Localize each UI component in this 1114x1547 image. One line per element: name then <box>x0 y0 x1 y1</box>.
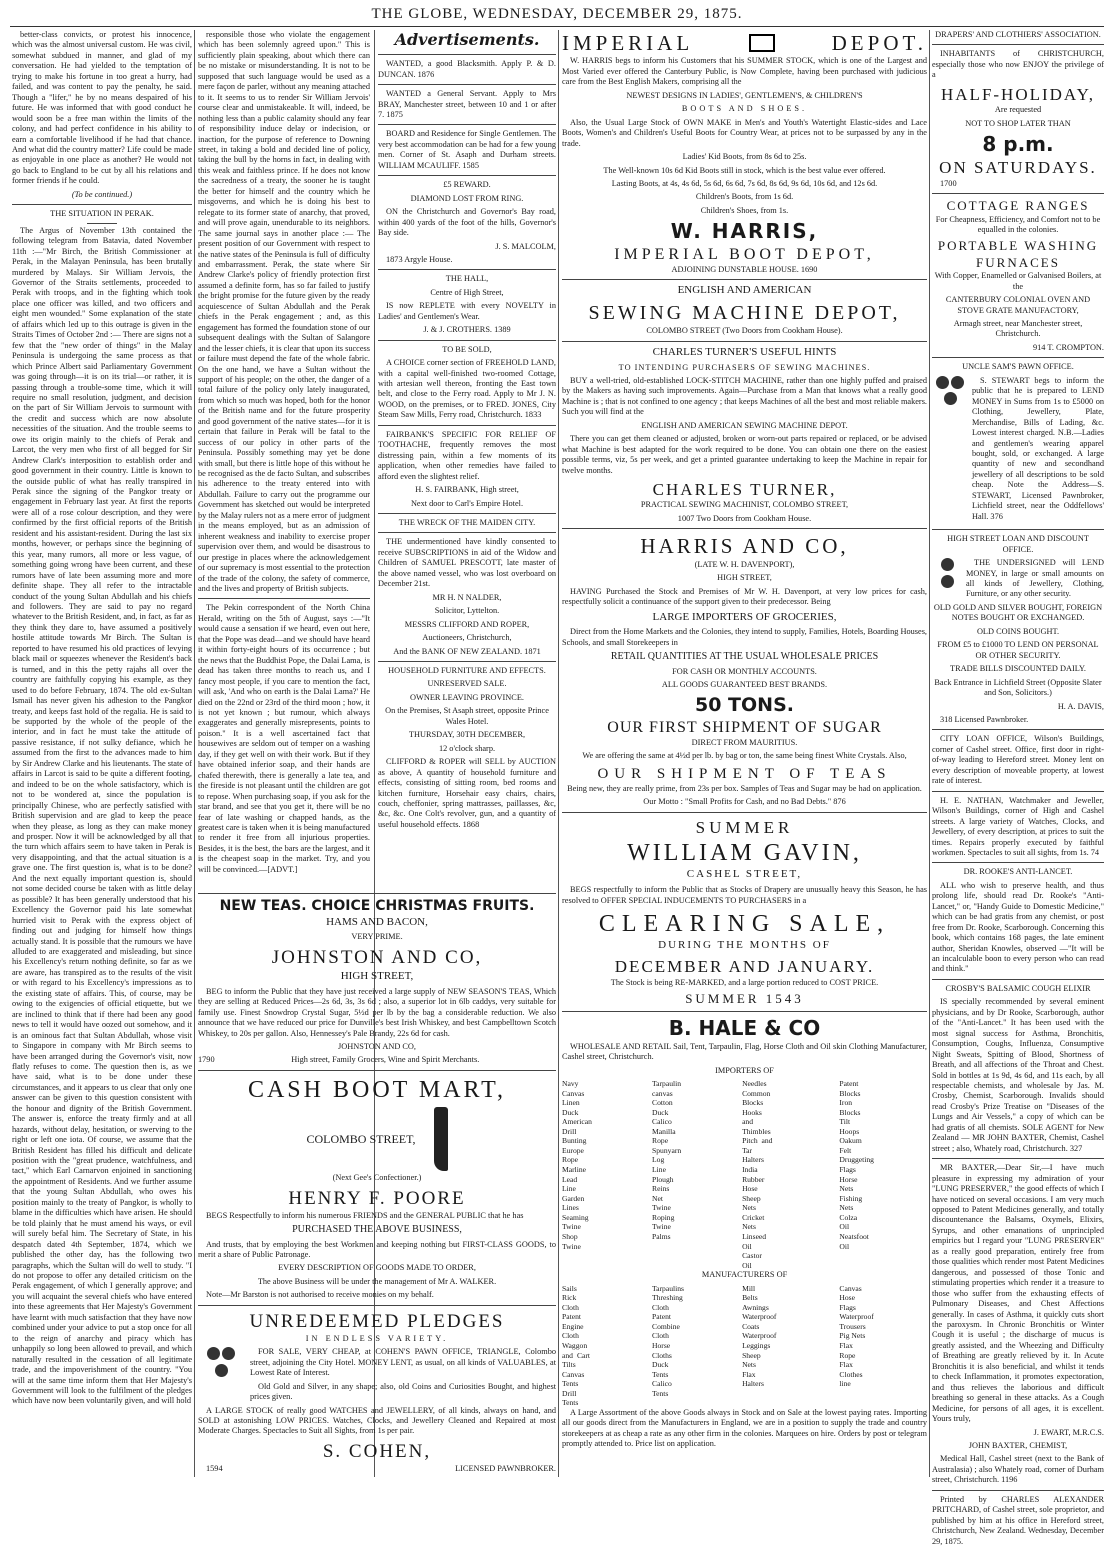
barston-note: Note—Mr Barston is not authorised to receive monies on my behalf. <box>206 1290 434 1300</box>
list-item: Calico Tents <box>652 1379 672 1398</box>
list-item: Duck Tents <box>652 1360 669 1379</box>
importers-col <box>652 1079 740 1270</box>
divider <box>378 84 556 85</box>
list-item: Manilla Rope <box>652 1126 676 1146</box>
column-4 <box>562 30 927 1481</box>
depot-heading: DEPOT. <box>831 31 927 55</box>
price-child-shoes: Children's Shoes, from 1s. <box>700 205 789 215</box>
half-holiday: HALF-HOLIDAY, <box>941 84 1095 104</box>
article-body: The Argus of November 13th contained the following telegram from Batavia, dated November 11th :—"Mr Birch, the British Commissioner at Perak, in the Malayan Peninsula, has been brutally murdered by Malays. Sir William Jervois, the Governor of the Straits settlements, proceeded to Perak with troops, and in the fighting which took place one officer was killed, and two officers and eight men wounded." Some explanation of the state of affairs which led up to this outrage is given in the Straits Times of October 2nd :— There are signs not a few that the "new order of things" in the Malay Peninsula is undergoing the same process as that which Prince Albert said Parliamentary Government was going through—it is on its trial—or rather, it is passing through a trouble-some time, which it will require no small resolution, judgment, and decision on the part of Sir William Jervois to surmount with the credit and success which are now absolute necessities of the situation. And the trouble seems to owe its origin mainly to the chiefs of Perak and Larcot, the very men who first of all begged for Sir Andrew Clark's interposition to establish order and good government in their country. Little is known to the outside public of what has really transpired in Perak since the signing of the Pangkor treaty or engagement in February last year. At first the reports were all of a rose colour description, and they were confirmed by the first official reports of the British resident and his assistant-resident. During the last six months, however, or perhaps since the beginning of this year, many rumors, all more or less vague, of something going wrong have been current, and these rumors have of late been assuming more and more definite shape. They all refer to the intractable conduct of the young Sultan Abdullah and his chiefs and followers. They are said to pay no regard whatever to the British Resident, and, in fact, as far as they think they dare to, have assumed a positively hostile attitude towards Mr Birch. The Sultan is reported to have resumed his old practices of levying black mail or squeezes whenever the Resident's back is turned, and in this the petty rajahs all over the country are faithfully copying his example, as they used to do before February, 1874. The old ex-Sultan Ismail has never given his adhesion to the Pangkor treaty, and keeps fast hold of the regalia. He is said to be supported by the whole of the people of the interior, and in fact he must take the attitude of passive resistance, if not sulky defiance, which he assumed from the first to the advances made to him by Sir Andrew Clarke and his lieutenants. The state of affairs in Larcot is said to be quite a different footing, and indeed to be on the whole satisfactory, which is not to be wondered at, since the population is principally Chinese, who are perfectly satisfied with British supervision and are glad to keep the peace when they please, as long as they can make money and prosper. Now it will be acknowledged by all that the turn which affairs seem to have taken in Perak is very disappointing, and that the actual situation is a grave one. The first question is, what is to be done? And the next equally important question is, should not some decided course be taken with as little delay as possible? It has been generally understood that his Excellency the Governor paid his late somewhat hurried visit to Perak with the express object of finding out and judging for himself how things actually stand. It is possible that the rumours we have alluded to are exaggerated and misleading, but since his Excellency's return nothing definite, so far as we are aware, has transpired as to the results of the visit or with regard to his Excellency's impressions as to the existing state of affairs. This, of course, may be owing to the exigencies of official etiquette, but we are inclined to think that if there had been any good news to tell it would have oozed out somehow, and it is an ominous fact that Sultan Abdullah, whose visit to Singapore in company with Mr Birch seems to have been arranged during the Governor's visit, now flatly refuses to come. The question then is, as we have said, what is to be done under these circumstances, and it appears to us clear that only one answer can be given to this question consistent with the honour and dignity of the British Government. The answer is, enforce the treaty firmly and at all hazards, without delay, hesitation, or swerving to the right or left one iota. Of course, we assume that the British Resident has filled his difficult and delicate position with the "great prudence, watchfulness, and tact," which Earl Carnarvon enjoined in sanctioning the appointment of Residents. And we further assume that the young Sultan Abdullah, who owes his position mainly to the treaty of Pangkor, is wholly to blame in the difficulties which have arisen. He should be told plainly that he must amend his ways, or evil will surely befal him. The Secretary of State, in his despatch dated 4th September, 1874, which we published the other day, has the following two paragraphs, which the Sultan will do well to study. "I do not propose to offer any detailed criticism on the Perak engagement, of which I generally approve; and you will acquaint the several chiefs who have entered into these agreements that Her Majesty's Government have learnt with much satisfaction that they have now combined under your advice to put a stop once for all to the reign of anarchy and piracy which has unhappily so long been allowed to prevail, and which naturally resulted in the cessation of all legitimate trade, and the impoverishment of the country. "You will at the same time inform them that Her Majesty's Government will look to the fulfilment of the pledges which have now been voluntarily given, and will hold <box>12 225 192 1406</box>
sugar-heading: OUR FIRST SHIPMENT OF SUGAR <box>607 718 882 736</box>
sale-body: A CHOICE corner section of FREEHOLD LAND, with a capital well-finished two-roomed Cottage, with artesian well thereon, fronting the East town belt, and close to the Ferry road. Apply to Mr J. N. WOOD, on the premises, or to FRED. JONES, City Steam Saw Mills, Ferry road, Christchurch. 1833 <box>378 358 556 420</box>
list-item: Plough Reins <box>652 1174 674 1194</box>
list-item: Pig Nets <box>839 1331 866 1341</box>
diamond-heading: DIAMOND LOST FROM RING. <box>410 193 524 203</box>
baxter-letter: MR BAXTER,—Dear Sir,—I have much pleasure in expressing my admiration of your "LUNG PRESERVER," the good effects of which I have noticed on several occasions. I am very much opposed to Patent Medicines generally, and totally discountenance the Balsams, Oxymels, Elixirs, Syrups, and other emanations of unprincipled empirics but I regard your "LUNG PRESERVER" as a really good preparation, entirely free from those qualities which render most Patent Medicines dangerous, and possessed of those Tonic and stimulating properties which render it a treasure to those who suffer from the exhausting effects of Pulmonary Diseases, and Chest Affections generally. In cases of Asthma, it quickly cuts short the paroxysm. In Chronic Bronchitis or Winter Cough it is useful ; the discharge of mucus is greatly assisted, and the Wheezing and Difficulty of Breathing are greatly relieved by it. In Acute Bronchitis it is also beneficial, and whilst it tends to check Inflammation, it promotes expectoration, and thus relieves the laborious and difficult breathing so general in these attacks. As a Cough Medicine, for persons of all ages, it is excellent. Yours truly, <box>932 1163 1104 1424</box>
list-item: Spunyarn <box>652 1145 682 1155</box>
purchased-heading: PURCHASED THE ABOVE BUSINESS, <box>292 1223 462 1235</box>
furnace-body: With Copper, Enamelled or Galvanised Boilers, at the <box>934 271 1102 291</box>
unreserved-heading: UNRESERVED SALE. <box>427 679 507 689</box>
list-item: Fishing Nets <box>839 1193 863 1213</box>
harris-name: W. HARRIS, <box>670 219 819 244</box>
harris-body-2: Also, the Usual Large Stock of OWN MAKE in Men's and Youth's Watertight Elastic-sides and Lace Boots, Women's and Children's Useful Boots for Country Wear, at prices not to be surpassed by any in the trade. <box>562 117 927 148</box>
list-item: Castor Oil <box>742 1251 762 1270</box>
turner-heading: CHARLES TURNER'S USEFUL HINTS <box>652 345 837 358</box>
cohen-body-3: A LARGE STOCK of really good WATCHES and JEWELLERY, of all kinds, always on hand, and SOLD at astonishing LOW PRICES. Watches, Clocks, and Jewellery Cleaned and Repaired at most Moderate Charges. Spectacles to Suit all Sights, from 1s per pair. <box>198 1405 556 1436</box>
ad-number: 1790 <box>198 1055 215 1065</box>
column-divider <box>558 30 559 1477</box>
list-item: Tarpaulins <box>652 1283 684 1293</box>
city-loan-body: CITY LOAN OFFICE, Wilson's Buildings, corner of Cashel street. Office, first door in right-of-way leading to Hereford street. Money lent on every description of moveable property, at lowest rate of interest. <box>932 734 1104 786</box>
list-item: Flax Halters <box>742 1369 764 1389</box>
ad-number: 1700 <box>940 178 957 188</box>
article-body-continued: responsible those who violate the engagement which has been solemnly agreed upon." This is sufficiently plain speaking, about which there can be no mistake or misunderstanding. It is not to be supposed that such language would be used as a mere façon de parler, without any meaning attached to it. It seems to us to render Sir William Jervois' course clear and unmistakeable. It will, indeed, be nothing less than a public calamity should any fear of responsibility induce delay or indecision, or inaction, for the purpose of reference to Downing street, in taking a bold and decided line of policy, taking the bull by the horns in fact, in dealing with this weak and faithless prince. If he does not know the sacredness of a treaty, the sooner he is taught the better for himself and the country which he misgoverns, and which he is doing his best to relegate to its former state of anarchy, that proved, and will prove again, unendurable to its neighbors. The same journal says in another place :— The present position of our Government with respect to the native states of the Peninsula is full of difficulty and embarrassment. Perak, the state where Sir Andrew Clarke's policy of friendly protection first assumed a definite form, has so far failed to justify the bright promise for the future given by the ready acquiescence of Sultan Abdullah and the Perak chiefs in the Perak engagement ; and, as this engagement has formed the foundation stone of our subsequent dealings with the Sultan of Salangore and the lesser chiefs, it is clear that upon its success or failure must depend the fate of the whole fabric. On the one hand, we have a Sultan without the support of his people; on the other, the danger of a total failure of the policy only lately inaugurated, from which so much was hoped, both for the honor of the British name and for the future prosperity and good government of the native states—for it is certain that failure in Perak will be fatal to the success of our policy in other parts of the Peninsula. Possibly something may yet be done with small, but there is little hope of this without he be recognised as the de facto Sultan, and subscribes his adherence to the treaty entered into with Abdullah. Failure to carry out the programme our Government has sketched out would be interpreted by the Malay rulers not as a mere error of judgment in the means employed, but as an admission of inherent weakness and inability to exercise proper supervision over them, and would be disastrous to our prestige in places where the acknowledgement of our supremacy is most essential to the protection of the trade of the colony, the safety of commerce, and the lives and property of British subjects. <box>198 30 370 594</box>
goods-line: ALL GOODS GUARANTEED BEST BRANDS. <box>661 680 828 690</box>
price-kid: Ladies' Kid Boots, from 8s 6d to 25s. <box>682 152 807 162</box>
list-item: Felt Druggeting <box>839 1145 874 1165</box>
fairbank-ad: FAIRBANK'S SPECIFIC FOR RELIEF OF TOOTHACHE, frequently removes the most distressing pain, within a few moments of its application, when other remedies have failed to afford even the slightest relief. <box>378 429 556 481</box>
list-item: Waterproof Coats <box>742 1312 777 1331</box>
gold-line: OLD GOLD AND SILVER BOUGHT, FOREIGN NOTES BOUGHT OR EXCHANGED. <box>933 602 1103 623</box>
divider <box>932 979 1104 980</box>
list-item: Common Blocks <box>742 1088 771 1108</box>
list-item: Calico <box>652 1117 672 1127</box>
ad-servant: WANTED a General Servant. Apply to Mrs BRAY, Manchester street, between 10 and 1 or after 7. 1875 <box>378 89 556 119</box>
divider <box>562 528 927 529</box>
list-item: Garden Lines <box>562 1193 585 1213</box>
masthead-rule <box>10 26 1104 27</box>
poore-heading: HENRY F. POORE <box>288 1187 466 1209</box>
new-teas-heading: NEW TEAS. CHOICE CHRISTMAS FRUITS. <box>219 898 535 914</box>
poore-body-2: And trusts, that by employing the best Workmen and keeping nothing but FIRST-CLASS GOODS, to merit a share of Public Patronage. <box>198 1239 556 1260</box>
article-headline: THE SITUATION IN PERAK. <box>50 209 154 219</box>
teas-heading: OUR SHIPMENT OF TEAS <box>597 765 892 782</box>
list-item: Canvas Hose <box>839 1283 862 1303</box>
cash-boot-heading: CASH BOOT MART, <box>247 1076 507 1103</box>
cohen-body: FOR SALE, VERY CHEAP, at COHEN'S PAWN OFFICE, TRIANGLE, Colombo street, adjoining the City Hotel. MONEY LENT, as usual, on all kinds of VALUABLES, at Lowest Rate of Interest. <box>250 1347 556 1378</box>
wreck-body: THE undermentioned have kindly consented to receive SUBSCRIPTIONS in aid of the Widow and Children of SAMUEL PRESCOTT, late master of the above named vessel, who was lost overboard on December 21st. <box>378 537 556 589</box>
sewing-depot-heading: SEWING MACHINE DEPOT, <box>588 302 901 324</box>
cohen-license <box>198 1464 556 1474</box>
divider <box>378 661 556 662</box>
bhale-heading: B. HALE & CO <box>668 1016 821 1041</box>
turner-address: 1007 Two Doors from Cookham House. <box>677 513 812 523</box>
divider <box>198 1305 556 1306</box>
imprint: Printed by CHARLES ALEXANDER PRITCHARD, of Cashel street, sole proprietor, and published by him at his office in Hereford street, Christchurch, New Zealand. Wednesday, December 29, 1875. <box>932 1494 1104 1546</box>
article-dalai-lama: The Pekin correspondent of the North China Herald, writing on the 5th of August, says :—"It would cause a sensation if we heard, even out here, that the Pope was dead—and we should have heard it within forty-eight hours of its occurrence ; but the news that the Buddhist Pope, the Dalai Lama, is dead has taken three months to reach us, and I fancy most people, if you care to mention the fact, will ask, 'And who on earth is the Dalai Lama?' He died on the 22nd or 23rd of the third moon ; how, it is not yet known ; but rumour, which always exaggerates and generally misrepresents, points to poison." It is a well ascertained fact that housewives are seldom out of temper on a washing day, if they get well on with their work. But if they have obtained inferior soap, and their hands are chafed therewith, there is generally a late tea, and the fireside is not pleasant until the children are got to repose. When purchasing soap, if you ask for the star brand, and see that you get it, there will be no fear of late washing or chapped hands, as the greatest care is taken when it is being manufactured to render it free from all injurious properties. Besides, it is the best, the bars are the largest, and it is the cheapest soap in the market. Try, and you will be convinced.—[ADVT.] <box>198 603 370 874</box>
list-item: Sheep Nets <box>742 1193 761 1213</box>
every-description-line: EVERY DESCRIPTION OF GOODS MADE TO ORDER, <box>278 1263 476 1273</box>
retail-line: RETAIL QUANTITIES AT THE USUAL WHOLESALE PRICES <box>610 651 879 663</box>
price-well: The Well-known 10s 6d Kid Boots still in stock, which is the best value ever offered. <box>603 165 886 175</box>
crosby-body: IS specially recommended by several eminent physicians, and by Dr Rooke, Scarborough, author of the "Anti-Lancet." It has been used with the most signal success for Asthma, Bronchitis, Consumption, Coughs, Influenza, Consumptive Night Sweats, Spitting of Blood, Shortness of Breath, and all affections of the Throat and Chest. Sold in bottles at 1s 9d, 4s 6d, and 11s each, by all respectable chemists, and wholesale by Jas. M. Crosby, Chemist, Scarborough. Invalids should read Crosby's Prize Treatise on "Diseases of the Lungs and Air Vessels," a copy of which can be had gratis of all chemists. SOLE AGENT for New Zealand — MR JOHN BAXTER, Chemist, Cashel street ; also, Whately road, Christchurch. 327 <box>932 997 1104 1153</box>
column-1 <box>12 30 192 1481</box>
johnston-signature: JOHNSTON AND CO, <box>338 1042 416 1051</box>
fifty-tons-heading: 50 TONS. <box>695 693 794 716</box>
pawn-balls-icon <box>932 376 968 525</box>
cohen-license-text: LICENSED PAWNBROKER. <box>455 1463 556 1473</box>
clearing-heading: CLEARING SALE, <box>598 911 891 938</box>
divider <box>562 812 927 813</box>
masthead: THE GLOBE, WEDNESDAY, DECEMBER 29, 1875. <box>371 6 743 22</box>
divider <box>198 598 370 599</box>
colombo-line: COLOMBO STREET (Two Doors from Cookham House). <box>646 326 843 336</box>
list-item: Iron Blocks <box>839 1098 861 1117</box>
column-5 <box>932 30 1104 1546</box>
list-item: Horse Cloths <box>652 1341 672 1360</box>
list-item: Sails <box>562 1283 577 1293</box>
wreck-line: And the BANK OF NEW ZEALAND. 1871 <box>393 646 541 656</box>
wreck-heading: THE WRECK OF THE MAIDEN CITY. <box>398 518 536 528</box>
eight-pm: 8 p.m. <box>982 132 1054 157</box>
list-item: Navy Canvas <box>562 1078 585 1098</box>
crosby-heading: CROSBY'S BALSAMIC COUGH ELIXIR <box>945 983 1091 993</box>
hall-signature: J. & J. CROTHERS. 1389 <box>423 325 511 335</box>
column-3 <box>378 30 556 888</box>
drapers-heading: DRAPERS' AND CLOTHIERS' ASSOCIATION. <box>935 30 1101 39</box>
ad-blacksmith: WANTED, a good Blacksmith. Apply P. & D. DUNCAN. 1876 <box>378 59 556 79</box>
fairbank-signature: H. S. FAIRBANK, High street, <box>415 485 519 495</box>
list-item: Threshing Cloth <box>652 1293 683 1312</box>
ad-diamond-signature: J. S. MALCOLM, <box>495 241 556 251</box>
turner-body-2: There you can get them cleaned or adjusted, broken or worn-out parts repaired or replaced, or be advised what Machine is best adapted for the work required to be done. You can obtain one there on the easiest possible terms, viz, 5s per week, and get a printed guarantee undertaking to keep the Machine in repair for twelve months. <box>562 434 927 475</box>
list-item: Flax Clothes line <box>839 1360 863 1389</box>
during-line: DURING THE MONTHS OF <box>658 939 831 952</box>
list-item: Awnings <box>742 1302 769 1312</box>
summer-2: SUMMER 1543 <box>685 991 804 1007</box>
gavin-body: BEGS respectfully to inform the Public that as Stocks of Drapery are unusually heavy this Season, he has resolved to OFFER SPECIAL INDUCEMENTS TO PURCHASERS in a <box>562 885 927 905</box>
premises-line: On the Premises, St Asaph street, opposite Prince Wales Hotel. <box>385 706 549 726</box>
manufacturers-of: MANUFACTURERS OF <box>701 1270 788 1280</box>
wreck-line: Auctioneers, Christchurch, <box>422 633 512 643</box>
list-item: Patent Blocks <box>839 1078 861 1098</box>
harris-body: W. HARRIS begs to inform his Customers that his SUMMER STOCK, which is one of the Largest and Most Varied ever offered the Canterbury Public, is Now Complete, having been purchased with judicious care from the Best English Makers, comprising all the <box>562 56 927 87</box>
list-item: Halters <box>742 1155 764 1165</box>
serial-story-text: better-class convicts, or protest his innocence, which was the almost universal custom. He was civil, somewhat subdued in manner, and glad of my conversation. He had yielded to the temptation of trying to make his fortune in too great a hurry, had failed, and was content to pay the penalty, he said. Though a "lifer," he by no means despaired of his future. He was informed that with good conduct he would soon be a free man within the limits of the colony, and had perfect confidence in his ability to earn a comfortable livelihood if he had that chance. And what did the country matter? Life could be made as enjoyable in one place as another? He would not go back to England to be cut by all his relations and former friends if he could. <box>12 30 192 186</box>
list-item: Net Twine <box>652 1193 671 1213</box>
divider <box>932 862 1104 863</box>
reward-heading: £5 REWARD. <box>443 180 491 190</box>
list-item: Waterproof Trousers <box>839 1312 874 1331</box>
high-street-line: HIGH STREET, <box>340 969 414 982</box>
bhale-body: WHOLESALE AND RETAIL Sail, Tent, Tarpaulin, Flag, Horse Cloth and Oil skin Clothing Manufacturer, Cashel street, Christchurch. <box>562 1041 927 1062</box>
from-line: FROM £5 to £1000 TO LEND ON PERSONAL OR OTHER SECURITY. <box>937 640 1099 660</box>
divider <box>378 532 556 533</box>
divider <box>378 513 556 514</box>
list-item: Cotton Duck <box>652 1098 673 1117</box>
list-item: American Drill <box>562 1117 592 1136</box>
list-item: Horse Nets <box>839 1174 858 1194</box>
back-line: Back Entrance in Lichfield Street (Opposite Slater and Son, Solicitors.) <box>934 677 1102 698</box>
list-item: Neatsfoot Oil <box>839 1231 869 1251</box>
price-lasting: Lasting Boots, at 4s, 4s 6d, 5s 6d, 6s 6d, 7s 6d, 8s 6d, 9s 6d, 10s 6d, and 12s 6d. <box>611 178 878 188</box>
manufacturers-col <box>652 1284 740 1408</box>
mauritius-line: DIRECT FROM MAURITIUS. <box>691 737 798 747</box>
johnston-heading: JOHNSTON AND CO, <box>271 946 483 968</box>
manufacturers-col <box>839 1284 927 1408</box>
next-door-line: (Next Gee's Confectioner.) <box>332 1173 422 1183</box>
turner-title: PRACTICAL SEWING MACHINIST, COLOMBO STREET, <box>640 500 849 510</box>
pawn-balls-icon <box>198 1347 244 1405</box>
nathan-body: H. E. NATHAN, Watchmaker and Jeweller, Wilson's Buildings, corner of High and Cashel streets. A large variety of Watches, Clocks, and Jewellery, of every description, at prices to suit the times. Repairs properly executed by faithful workmen. Spectacles to suit all sights, from 1s. 74 <box>932 795 1104 857</box>
wreck-line: MR H. N NALDER, <box>432 592 502 602</box>
trade-line: TRADE BILLS DISCOUNTED DAILY. <box>950 664 1086 674</box>
list-item: Waggon and Cart Tilts <box>562 1341 591 1370</box>
direct-line: Direct from the Home Markets and the Colonies, they intend to supply, Families, Hotels, Boarding Houses, Schools, and small Storekeepers in <box>562 627 927 647</box>
divider <box>932 1490 1104 1491</box>
continued-note: (To be continued.) <box>71 189 133 199</box>
cashel-line: CASHEL STREET, <box>686 868 803 881</box>
list-item: Patent Engine Cloth <box>562 1312 584 1341</box>
boot-depot-heading: IMPERIAL BOOT DEPOT, <box>614 245 875 263</box>
list-item: Cricket Nets <box>742 1212 765 1232</box>
list-item: Canvas Tents <box>562 1369 585 1389</box>
late-line: (LATE W. H. DAVENPORT), <box>694 559 795 569</box>
fairbank-address: Next door to Carl's Empire Hotel. <box>410 498 524 508</box>
divider <box>932 529 1104 530</box>
teas-body: Being new, they are really prime, from 23s per box. Samples of Teas and Sugar may be had on application. <box>567 783 922 793</box>
saturdays: ON SATURDAYS. <box>939 158 1097 178</box>
importers-list <box>562 1079 927 1270</box>
advertisements-heading: Advertisements. <box>394 30 540 49</box>
summer-heading: SUMMER <box>695 817 794 837</box>
rooke-heading: DR. ROOKE'S ANTI-LANCET. <box>963 867 1073 877</box>
wreck-line: Solicitor, Lyttelton. <box>434 606 500 616</box>
coins-line: OLD COINS BOUGHT. <box>976 626 1060 636</box>
column-divider <box>194 30 195 1477</box>
divider <box>932 357 1104 358</box>
list-item: Linseed Oil <box>742 1231 767 1251</box>
price-child-boots: Children's Boots, from 1s 6d. <box>695 192 794 202</box>
ad-diamond-footer: 1873 Argyle House. <box>386 254 453 264</box>
divider <box>12 204 192 205</box>
johnston-body: BEG to inform the Public that they have just received a large supply of NEW SEASON'S TEAS, Which they are selling at Reduced Prices—2s 6d, 3s, 3s 6d ; also, a superior lot in 6lb caddys, very suitable for family use. Finest Snowdrop Crystal Sugar, 5½d per lb by the bag a considerable reduction. We also announce that we have reduced our price for Dunville's best Irish Whiskey, and best Campbelltown Scotch Whiskey, to 20s per gallon. Also, Hennessey's Pale Brandy, 22s 6d for cash. <box>198 986 556 1038</box>
walker-line: The above Business will be under the management of Mr A. WALKER. <box>257 1276 497 1286</box>
adjoining-line: ADJOINING DUNSTABLE HOUSE. 1690 <box>671 264 818 274</box>
davis-name: H. A. DAVIS, <box>1057 701 1104 711</box>
list-item: Waterproof Leggings <box>742 1331 777 1351</box>
list-item: Roping Twine <box>652 1212 675 1232</box>
importers-col <box>562 1079 650 1270</box>
divider <box>932 44 1104 45</box>
endless-variety-line: IN ENDLESS VARIETY. <box>305 1333 449 1343</box>
turner-name: CHARLES TURNER, <box>652 480 837 500</box>
imperial-heading: IMPERIAL <box>562 31 694 55</box>
wide-ad-block <box>198 893 556 1481</box>
auction-body: CLIFFORD & ROPER will SELL by AUCTION as above, A quantity of household furniture and effects, consisting of sitting room, bed rooms and kitchen furniture, Horsehair easy chairs, chairs, couch, cheffonier, spring mattrasses, paillasses, &c, &c, &c. One Colt's revolver, gun, and a quantity of useful household effects. 1868 <box>378 757 556 829</box>
english-american: ENGLISH AND AMERICAN <box>677 284 812 297</box>
list-item: Colza Oil <box>839 1212 858 1232</box>
list-item: Flax Rope <box>839 1341 856 1360</box>
cottage-heading: COTTAGE RANGES <box>946 198 1090 214</box>
harris-co-body: HAVING Purchased the Stock and Premises of Mr W. H. Davenport, at very low prices for cash, respectfully solicit a continuance of the support given to their predecessor. Being <box>562 586 927 607</box>
list-item: Tarpaulin canvas <box>652 1078 682 1098</box>
washing-heading: PORTABLE WASHING FURNACES <box>937 238 1099 270</box>
requested-line: Are requested <box>994 105 1042 115</box>
ad-board: BOARD and Residence for Single Gentlemen. The very best accommodation can be had for a few young men. Corner of St. Asaph and Durham streets. WILLIAM MCAULIFF. 1585 <box>378 129 556 170</box>
manufacturers-list <box>562 1284 927 1408</box>
cohen-body-2: Old Gold and Silver, in any shape; also, old Coins and Curiosities Bought, and highest prices given. <box>250 1381 556 1402</box>
list-item: Log Line <box>652 1155 666 1175</box>
list-item: Mill Belts <box>742 1283 758 1303</box>
rooke-body: ALL who wish to preserve health, and thus prolong life, should read Dr. Rooke's "Anti-Lancet," or, "Handy Guide to Domestic Medicine," which can be had gratis from any chemist, or post free from Dr. Rooke, Scarborough. Concerning this book, which contains 168 pages, the late eminent author, Sheridan Knowles, observed —"It will be an incalculable boon to every person who can read and think." <box>932 880 1104 974</box>
divider <box>562 341 927 342</box>
divider <box>198 1070 556 1071</box>
divider <box>378 340 556 341</box>
list-item: Sheep Nets <box>742 1350 761 1370</box>
importers-of: IMPORTERS OF <box>715 1065 774 1075</box>
newest-designs: NEWEST DESIGNS IN LADIES', GENTLEMEN'S, & CHILDREN'S <box>626 90 863 100</box>
motto-line: Our Motto : "Small Profits for Cash, and no Bad Debts." 876 <box>643 797 846 807</box>
list-item: Marline <box>562 1165 587 1175</box>
time-line: 12 o'clock sharp. <box>438 743 496 753</box>
furniture-heading: HOUSEHOLD FURNITURE AND EFFECTS. <box>388 666 546 675</box>
divider <box>87 223 117 224</box>
divider <box>932 791 1104 792</box>
cohen-heading: S. COHEN, <box>322 1440 432 1462</box>
list-item: Flags <box>839 1302 856 1312</box>
list-item: Oakum <box>839 1136 862 1146</box>
colombo-street-label: COLOMBO STREET, <box>306 1131 416 1146</box>
divider <box>378 54 556 55</box>
turner-body: BUY a well-tried, old-established LOCK-STITCH MACHINE, rather than one highly puffed and praised by the Makers as having such improvements. Again—Purchase from a Man that knows what a really good Machine is ; that is not confined to one agency ; that keeps Machines of all the best and most reliable makers. Such you will find at the <box>562 375 927 417</box>
divider <box>562 279 927 280</box>
ad-diamond-body: ON the Christchurch and Governor's Bay road, within 400 yards of the foot of the hills, Governor's Bay side. <box>378 207 556 238</box>
list-item: Linen Duck <box>562 1098 580 1117</box>
divider <box>378 425 556 426</box>
loan-body: THE UNDERSIGNED will LEND MONEY, in large or small amounts on all kinds of Jewellery, Clothing, Furniture, or any other security. <box>966 558 1104 599</box>
list-item: Shop Twine <box>562 1231 581 1251</box>
hall-body: IS now REPLETE with every NOVELTY in Ladies' and Gentlemen's Wear. <box>378 301 556 321</box>
list-item: Tilt Hoops <box>839 1117 860 1136</box>
armagh-line: Armagh street, near Manchester street, Christchurch. <box>953 319 1083 339</box>
bhale-footer: A Large Assortment of the above Goods always in Stock and on Sale at the lowest paying rates. Importing all our goods direct from the Manufacturers in England, we are in a position to supply the trade and country storekeepers at as cheap a rate as any other firm in the colonies. Marquees on hire. Orders by post or telegram promptly attended to. Price list on application. <box>562 1407 927 1449</box>
manufacturers-col <box>562 1284 650 1408</box>
importers-heading: LARGE IMPORTERS OF GROCERIES, <box>652 610 837 623</box>
list-item: Patent Combine Cloth <box>652 1312 680 1341</box>
boots-shoes: BOOTS AND SHOES. <box>681 104 808 114</box>
sale-heading: TO BE SOLD, <box>442 344 492 354</box>
list-item: Hooks and Thimbles <box>742 1107 771 1136</box>
baxter-address: Medical Hall, Cashel street (next to the Bank of Australasia) ; also Whately road, corner of Durham street, Christchurch. 1196 <box>932 1454 1104 1485</box>
date-line: THURSDAY, 30TH DECEMBER, <box>408 730 526 740</box>
list-item: Bunting <box>562 1136 587 1146</box>
ea-depot-line: ENGLISH AND AMERICAN SEWING MACHINE DEPOT. <box>641 420 848 430</box>
pledges-heading: UNREDEEMED PLEDGES <box>249 1310 505 1332</box>
divider <box>378 269 556 270</box>
list-item: Palms <box>652 1231 671 1241</box>
cash-line: FOR CASH OR MONTHLY ACCOUNTS. <box>672 666 817 676</box>
crompton-line: 914 T. CROMPTON. <box>1033 342 1104 352</box>
divider <box>932 729 1104 730</box>
johnston-footer <box>198 1055 556 1065</box>
prime-line: VERY PRIME. <box>351 932 403 942</box>
davis-title: 318 Licensed Pawnbroker. <box>940 714 1029 724</box>
boot-icon <box>434 1107 448 1171</box>
divider <box>562 1011 927 1012</box>
column-divider <box>929 30 930 1477</box>
list-item: Seaming Twine <box>562 1212 589 1232</box>
crest-icon <box>749 34 775 52</box>
divider <box>932 1158 1104 1159</box>
hams-heading: HAMS AND BACON, <box>326 915 428 928</box>
list-item: Needles <box>742 1078 767 1088</box>
importers-col <box>839 1079 927 1270</box>
divider <box>198 893 556 894</box>
list-item: Lead Line <box>562 1174 578 1194</box>
divider <box>378 124 556 125</box>
remarked-line: The Stock is being RE-MARKED, and a large portion reduced to COST PRICE. <box>610 977 879 987</box>
owner-heading: OWNER LEAVING PROVINCE. <box>410 692 524 702</box>
list-item: Drill Tents <box>562 1388 579 1408</box>
not-later-line: NOT TO SHOP LATER THAN <box>965 118 1071 128</box>
pawn-balls-icon <box>932 558 962 603</box>
intending-line: TO INTENDING PURCHASERS OF SEWING MACHINES. <box>618 362 871 372</box>
harris-co-heading: HARRIS AND CO, <box>640 534 849 559</box>
uncle-sam-heading: UNCLE SAM'S PAWN OFFICE. <box>962 362 1074 372</box>
importers-col <box>742 1079 837 1270</box>
list-item: Europe Rope <box>562 1145 584 1165</box>
oven-line: CANTERBURY COLONIAL OVEN AND STOVE GRATE MANUFACTORY, <box>945 295 1091 315</box>
ewart-signature: J. EWART, M.R.C.S. <box>1033 1427 1104 1437</box>
uncle-sam-body: S. STEWART begs to inform the public that he is prepared to LEND MONEY in Sums from 1s to £5000 on Clothing, Jewellery, Plate, Merchandise, Bills of Lading, &c. Lowest interest charged. N.B.—Ladies and gentlemen's wearing apparel bought, sold, or exchanged. A large quantity of new and secondhand jewellery of all descriptions to be sold cheap. Note the Address—S. STEWART, Licensed Pawnbroker, Lichfield street, near the Oddfellows' Hall. 376 <box>972 375 1104 521</box>
ad-number: 1594 <box>206 1463 223 1473</box>
divider <box>932 193 1104 194</box>
dec-jan-heading: DECEMBER AND JANUARY. <box>614 957 875 977</box>
list-item: India Rubber Hose <box>742 1165 765 1194</box>
loan-heading: HIGH STREET LOAN AND DISCOUNT OFFICE. <box>947 534 1089 554</box>
poore-body: BEGS Respectfully to inform his numerous FRIENDS and the GENERAL PUBLIC that he has <box>206 1210 524 1220</box>
gavin-heading: WILLIAM GAVIN, <box>627 840 862 867</box>
inhabitants-line: INHABITANTS of CHRISTCHURCH, especially those who now ENJOY the privilege of a <box>932 49 1104 80</box>
list-item: Rick Cloth <box>562 1293 579 1312</box>
baxter-name: JOHN BAXTER, CHEMIST, <box>968 1440 1068 1450</box>
cottage-body: For Cheapness, Efficiency, and Comfort not to be equalled in the colonies. <box>935 214 1101 234</box>
hall-heading: THE HALL, <box>445 274 489 284</box>
divider <box>378 175 556 176</box>
list-item: Pitch and Tar <box>742 1136 773 1155</box>
list-item: Flags <box>839 1165 856 1175</box>
johnston-footer-text: High street, Family Grocers, Wine and Spirit Merchants. <box>291 1055 480 1065</box>
manufacturers-col <box>742 1284 837 1408</box>
column-2 <box>198 30 370 888</box>
wreck-line: MESSRS CLIFFORD AND ROPER, <box>404 619 530 629</box>
high-street: HIGH STREET, <box>717 573 772 583</box>
hall-subheading: Centre of High Street, <box>430 287 504 297</box>
offer-line: We are offering the same at 4½d per lb. by bag or ton, the same being finest White Crystals. Also, <box>582 751 907 761</box>
